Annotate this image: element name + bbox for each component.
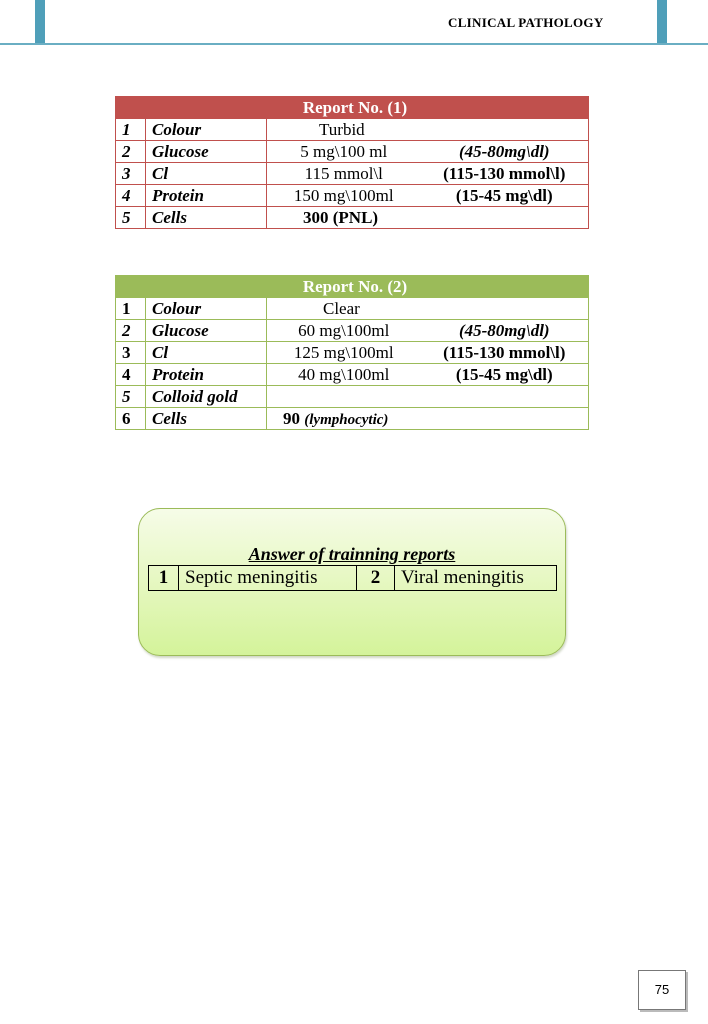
test-name: Cells — [146, 207, 267, 229]
normal-range: (115-130 mmol\l) — [421, 163, 589, 185]
test-name: Colour — [146, 119, 267, 141]
table-row — [116, 386, 589, 408]
answer-number: 1 — [149, 566, 179, 591]
report-2-table — [115, 275, 589, 430]
row-number: 4 — [116, 185, 146, 207]
answer-table — [148, 565, 557, 591]
row-number: 2 — [116, 141, 146, 163]
row-number: 1 — [116, 298, 146, 320]
table-row — [116, 141, 589, 163]
page-number: 75 — [638, 970, 686, 1010]
test-name: Cl — [146, 163, 267, 185]
table-row — [116, 163, 589, 185]
header-bar-left — [35, 0, 45, 45]
row-number: 5 — [116, 207, 146, 229]
test-name: Cells — [146, 408, 267, 430]
test-value: 5 mg\100 ml — [267, 141, 421, 163]
answer-box — [138, 508, 566, 656]
test-value: Clear — [267, 298, 589, 320]
row-number: 2 — [116, 320, 146, 342]
table-row — [116, 408, 589, 430]
test-name: Colour — [146, 298, 267, 320]
row-number: 6 — [116, 408, 146, 430]
test-value: 125 mg\100ml — [267, 342, 421, 364]
answer-number: 2 — [357, 566, 395, 591]
test-value-empty — [267, 386, 589, 408]
test-value: Turbid — [267, 119, 589, 141]
table-row — [116, 185, 589, 207]
table-row — [116, 119, 589, 141]
cells-count: 90 — [283, 408, 300, 428]
test-value: 300 (PNL) — [267, 207, 589, 229]
test-name: Glucose — [146, 320, 267, 342]
row-number: 4 — [116, 364, 146, 386]
normal-range: (15-45 mg\dl) — [421, 185, 589, 207]
test-value: 115 mmol\l — [267, 163, 421, 185]
header-rule — [0, 43, 708, 45]
table-row — [116, 342, 589, 364]
normal-range: (115-130 mmol\l) — [421, 342, 589, 364]
answer-text: Septic meningitis — [179, 566, 357, 591]
test-value: 150 mg\100ml — [267, 185, 421, 207]
row-number: 5 — [116, 386, 146, 408]
test-value — [267, 408, 589, 430]
row-number: 3 — [116, 342, 146, 364]
table-row — [116, 207, 589, 229]
row-number: 1 — [116, 119, 146, 141]
table-row — [116, 298, 589, 320]
answer-title: Answer of trainning reports — [248, 544, 456, 564]
header-title: CLINICAL PATHOLOGY — [448, 15, 604, 30]
test-name: Colloid gold — [146, 386, 267, 408]
normal-range: (45-80mg\dl) — [421, 141, 589, 163]
header-bar-right — [657, 0, 667, 45]
table-row — [116, 364, 589, 386]
test-name: Cl — [146, 342, 267, 364]
test-name: Protein — [146, 185, 267, 207]
report-1-table — [115, 96, 589, 229]
row-number: 3 — [116, 163, 146, 185]
report-1-title: Report No. (1) — [116, 97, 589, 119]
report-2-title: Report No. (2) — [116, 276, 589, 298]
cells-type: (lymphocytic) — [304, 411, 389, 428]
test-name: Glucose — [146, 141, 267, 163]
test-value: 60 mg\100ml — [267, 320, 421, 342]
normal-range: (15-45 mg\dl) — [421, 364, 589, 386]
table-row — [149, 566, 557, 591]
test-name: Protein — [146, 364, 267, 386]
test-value: 40 mg\100ml — [267, 364, 421, 386]
normal-range: (45-80mg\dl) — [421, 320, 589, 342]
table-row — [116, 320, 589, 342]
answer-text: Viral meningitis — [395, 566, 557, 591]
